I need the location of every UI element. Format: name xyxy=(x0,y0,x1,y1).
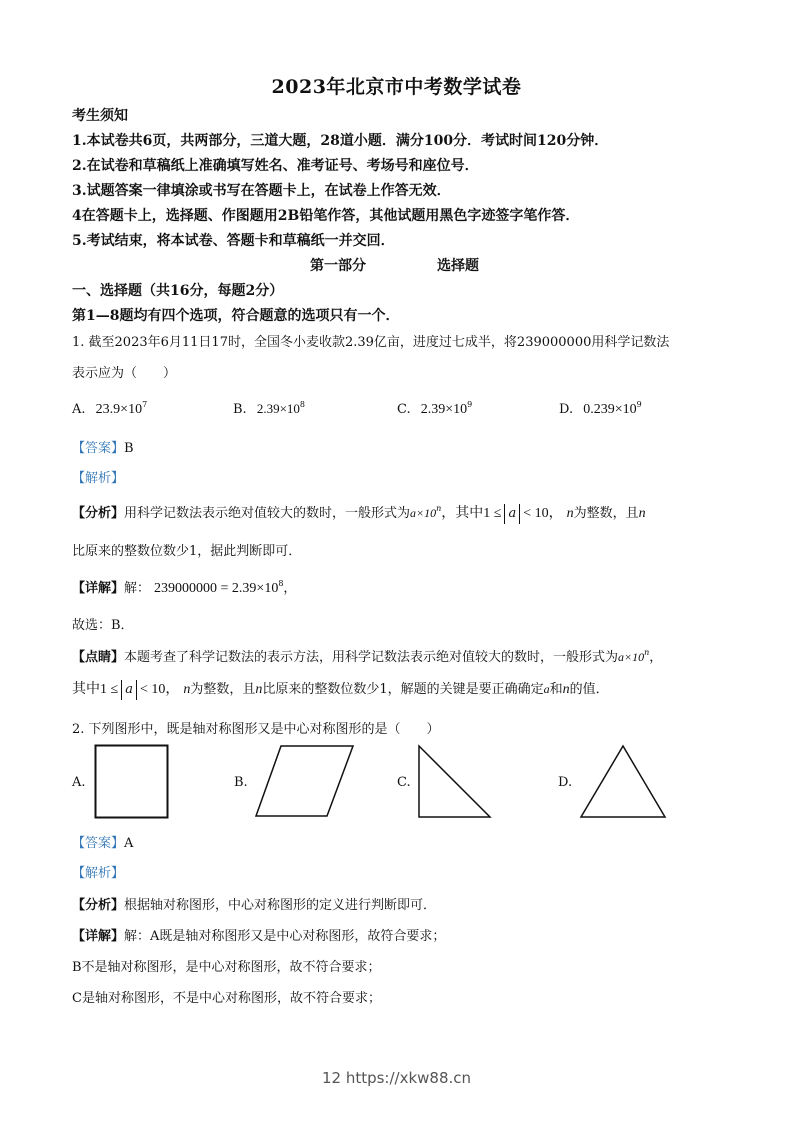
option-exponent: 9 xyxy=(467,400,473,409)
abs-value-a: a xyxy=(504,504,520,524)
var-n: n xyxy=(562,682,570,697)
formula-exponent: n xyxy=(644,648,650,657)
dianjing-text: < 10， xyxy=(139,682,180,697)
option-value: 23.9×10 xyxy=(95,402,143,417)
answer-value: B xyxy=(124,441,134,456)
answer-value: A xyxy=(124,836,134,851)
xiangjie-label: 【详解】 xyxy=(72,581,125,596)
q2-option-c-label: C. xyxy=(397,775,411,790)
part-label: 第一部分 xyxy=(310,258,366,274)
var-n: n xyxy=(566,506,574,521)
q2-line-b: B不是轴对称图形，是中心对称图形，故不符合要求； xyxy=(72,960,381,975)
var-n: n xyxy=(638,506,646,521)
square-figure xyxy=(94,744,170,820)
page-footer: 12 https://xkw88.cn xyxy=(321,1069,472,1087)
notice-item-5: 5.考试结束，将本试卷、答题卡和草稿纸一并交回． xyxy=(72,233,395,249)
q1-option-a xyxy=(72,400,147,418)
q1-option-d xyxy=(559,400,642,418)
fenxi-label: 【分析】 xyxy=(72,898,125,913)
fenxi-label: 【分析】 xyxy=(72,506,125,521)
q2-option-a-label: A. xyxy=(72,775,86,790)
dianjing-label: 【点睛】 xyxy=(72,650,125,665)
xiangjie-text: 解： xyxy=(124,581,151,596)
q1-dianjing xyxy=(72,646,662,665)
fenxi-text: 根据轴对称图形，中心对称图形的定义进行判断即可． xyxy=(124,898,437,913)
dianjing-text: 其中1 ≤ xyxy=(72,682,119,697)
xiangjie-label: 【详解】 xyxy=(72,929,125,944)
dianjing-text: 本题考查了科学记数法的表示方法，用科学记数法表示绝对值较大的数时，一般形式为 xyxy=(124,650,619,665)
q1-stem-line2: 表示应为（ ） xyxy=(72,366,177,381)
answer-label: 【答案】 xyxy=(72,836,125,851)
var-a: a xyxy=(543,682,550,696)
option-letter: C. xyxy=(397,402,411,417)
option-letter: A. xyxy=(72,402,86,417)
q1-option-b xyxy=(233,400,305,417)
section-heading: 一、选择题（共16分，每题2分） xyxy=(72,283,284,299)
var-n: n xyxy=(183,682,191,697)
dianjing-text: ， xyxy=(649,650,663,665)
parallelogram-figure xyxy=(254,744,356,820)
abs-value-a: a xyxy=(121,680,137,700)
option-letter: D. xyxy=(559,402,574,417)
q2-fenxi xyxy=(72,894,436,913)
option-value: 0.239×10 xyxy=(583,402,637,417)
xiangjie-text: ， xyxy=(283,581,297,596)
q1-fenxi-line2: 比原来的整数位数少1，据此判断即可． xyxy=(72,544,302,559)
right-triangle-figure xyxy=(417,744,493,820)
q2-answer xyxy=(72,832,133,851)
q1-answer xyxy=(72,437,134,456)
notice-item-4: 4在答题卡上，选择题、作图题用2B铅笔作答，其他试题用黑色字迹签字笔作答． xyxy=(72,208,580,224)
formula: 239000000 = 2.39×10 xyxy=(154,581,279,596)
q2-xiangjie xyxy=(72,925,445,944)
q2-option-d-label: D. xyxy=(558,775,573,790)
page-title: 2023年北京市中考数学试卷 xyxy=(271,76,522,98)
part-type: 选择题 xyxy=(437,258,479,274)
option-value: 2.39×10 xyxy=(420,402,468,417)
option-exponent: 8 xyxy=(299,400,306,409)
xiangjie-text: 解：A既是轴对称图形又是中心对称图形，故符合要求； xyxy=(124,929,446,944)
option-letter: B. xyxy=(233,402,247,417)
q1-analysis-label: 【解析】 xyxy=(72,471,125,486)
fenxi-text: < 10， xyxy=(523,506,563,521)
q1-fenxi xyxy=(72,502,646,524)
formula-exponent: 8 xyxy=(278,579,284,588)
notice-item-1: 1.本试卷共6页，共两部分，三道大题，28道小题．满分100分．考试时间120分钟． xyxy=(72,133,609,149)
option-value: 2.39×10 xyxy=(256,401,300,416)
q2-line-c: C是轴对称图形，不是中心对称图形，故不符合要求； xyxy=(72,991,381,1006)
q1-conclusion: 故选：B． xyxy=(72,618,134,633)
formula-exponent: n xyxy=(436,504,442,513)
option-exponent: 7 xyxy=(142,400,148,409)
dianjing-text: 为整数，且 xyxy=(190,682,256,697)
formula: a×10 xyxy=(410,506,437,520)
dianjing-text: 比原来的整数位数少1，解题的关键是要正确确定 xyxy=(262,682,544,697)
q2-option-b-label: B. xyxy=(234,775,248,790)
q1-xiangjie xyxy=(72,577,296,597)
q1-stem-line1: 1. 截至2023年6月11日17时，全国冬小麦收款2.39亿亩，进度过七成半，将239000000用科学记数法 xyxy=(72,335,670,350)
notice-heading: 考生须知 xyxy=(72,108,128,124)
q1-dianjing-line2 xyxy=(72,678,609,700)
fenxi-text: 用科学记数法表示绝对值较大的数时，一般形式为 xyxy=(124,506,411,521)
formula: a×10 xyxy=(618,650,645,664)
answer-label: 【答案】 xyxy=(72,441,125,456)
notice-item-2: 2.在试卷和草稿纸上准确填写姓名、准考证号、考场号和座位号． xyxy=(72,158,479,174)
var-n: n xyxy=(255,682,263,697)
q2-analysis-label: 【解析】 xyxy=(72,866,125,881)
fenxi-text: ，其中1 ≤ xyxy=(441,506,502,521)
fenxi-text: 为整数，且 xyxy=(573,506,639,521)
equilateral-triangle-figure xyxy=(579,744,667,820)
option-exponent: 9 xyxy=(636,400,642,409)
section-instruction: 第1—8题均有四个选项，符合题意的选项只有一个． xyxy=(72,308,400,324)
dianjing-text: 和 xyxy=(549,682,563,697)
dianjing-text: 的值． xyxy=(569,682,609,697)
notice-item-3: 3.试题答案一律填涂或书写在答题卡上，在试卷上作答无效． xyxy=(72,183,451,199)
q2-stem: 2. 下列图形中，既是轴对称图形又是中心对称图形的是（ ） xyxy=(72,722,440,737)
q1-option-c xyxy=(397,400,472,418)
